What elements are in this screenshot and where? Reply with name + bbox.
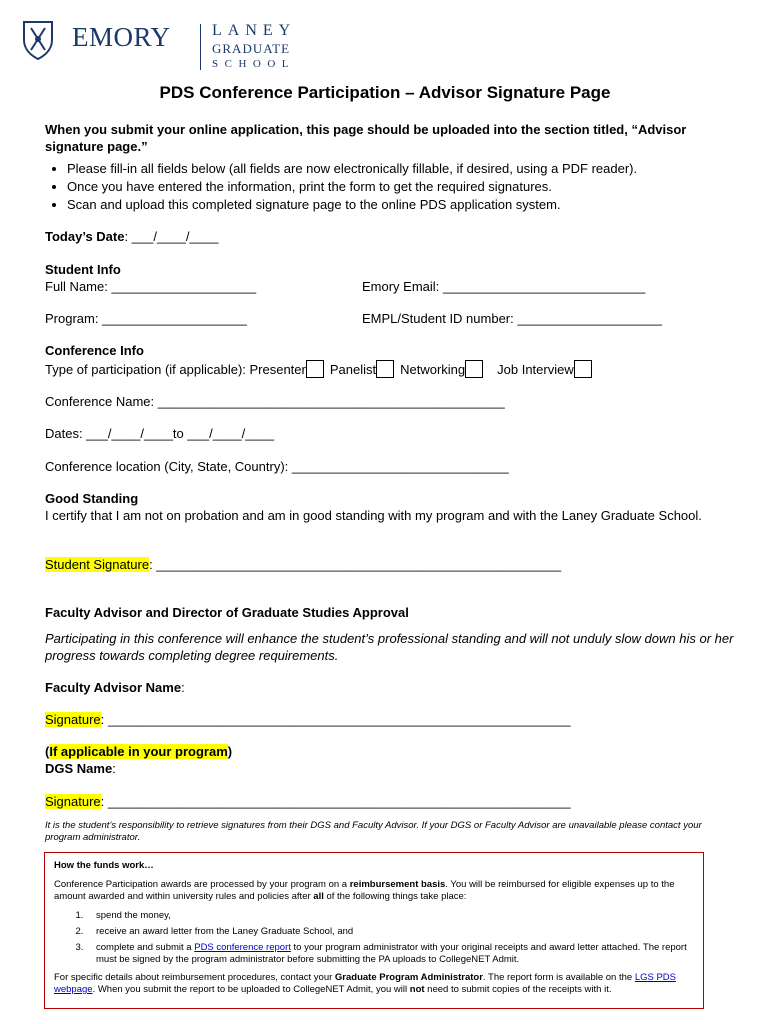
faculty-advisor-name-label: Faculty Advisor Name bbox=[45, 680, 182, 695]
list-item: • Please fill-in all fields below (all fields are now electronically fillable, if desired, using a PDF reader). bbox=[67, 160, 747, 178]
dgs-name-colon: : bbox=[112, 761, 116, 776]
if-applicable-note bbox=[45, 744, 232, 759]
faculty-advisor-name-field[interactable] bbox=[45, 680, 185, 695]
approval-heading: Faculty Advisor and Director of Graduate Studies Approval bbox=[45, 605, 409, 620]
job-interview-label: Job Interview bbox=[497, 362, 574, 377]
emory-laney-logo bbox=[22, 20, 297, 72]
dgs-signature-label: Signature bbox=[45, 794, 101, 809]
conference-info-heading: Conference Info bbox=[45, 343, 144, 358]
logo-divider bbox=[200, 24, 201, 70]
student-signature-label: Student Signature bbox=[45, 557, 150, 572]
good-standing-text: I certify that I am not on probation and am in good standing with my program and with the Laney Graduate School. bbox=[45, 508, 702, 523]
logo-laney: LANEY bbox=[212, 22, 297, 39]
full-name-field[interactable]: Full Name: ____________________ bbox=[45, 279, 257, 294]
logo-graduate: GRADUATE bbox=[212, 41, 291, 56]
emory-email-field[interactable]: Emory Email: ____________________________ bbox=[362, 279, 646, 294]
dgs-name-label: DGS Name bbox=[45, 761, 113, 776]
if-applicable-label: If applicable in your program bbox=[49, 744, 228, 759]
todays-date-label: Today’s Date bbox=[45, 229, 125, 244]
empl-id-field[interactable]: EMPL/Student ID number: ____________________ bbox=[362, 311, 662, 326]
logo-emory: EMORY bbox=[72, 22, 171, 52]
intro-text: When you submit your online application, this page should be uploaded into the section titled, “Advisor signature page.” bbox=[45, 122, 687, 154]
student-info-heading: Student Info bbox=[45, 262, 121, 277]
panelist-label: Panelist bbox=[329, 362, 377, 377]
program-field[interactable]: Program: ____________________ bbox=[45, 311, 247, 326]
paren-close: ) bbox=[227, 744, 233, 759]
funds-info-box bbox=[44, 852, 704, 1009]
funds-paragraph-1: Conference Participation awards are processed by your program on a reimbursement basis. You will be reimbursed for eligible expenses up to the amount awarded and within university rules and policies after all of the following things take place: bbox=[54, 879, 675, 902]
funds-heading: How the funds work… bbox=[54, 860, 154, 871]
dgs-signature-field[interactable] bbox=[45, 794, 571, 809]
todays-date-blank: : ___/____/____ bbox=[124, 229, 219, 244]
todays-date-field[interactable] bbox=[45, 229, 218, 244]
instruction-list bbox=[45, 160, 747, 214]
networking-checkbox[interactable] bbox=[465, 360, 483, 378]
dgs-signature-blank: : ________________________________________________________________ bbox=[100, 794, 571, 809]
lgs-pds-webpage-link[interactable]: LGS PDS webpage bbox=[54, 972, 676, 995]
list-item: 2. receive an award letter from the Laney Graduate School, and bbox=[86, 926, 694, 938]
approval-statement: Participating in this conference will enhance the student’s professional standing and will not unduly slow down his or her progress towards completing degree requirements. bbox=[45, 631, 734, 663]
faculty-advisor-name-colon: : bbox=[181, 680, 185, 695]
student-signature-blank: : ________________________________________________________ bbox=[149, 557, 562, 572]
list-item: • Once you have entered the information, print the form to get the required signatures. bbox=[67, 178, 747, 196]
pds-conference-report-link[interactable]: PDS conference report bbox=[194, 942, 291, 953]
presenter-checkbox[interactable] bbox=[306, 360, 324, 378]
good-standing-heading: Good Standing bbox=[45, 491, 139, 506]
page-title: PDS Conference Participation – Advisor Signature Page bbox=[159, 83, 611, 102]
participation-type-label: Type of participation (if applicable): Presenter bbox=[45, 362, 306, 377]
conference-dates-field[interactable]: Dates: ___/____/____to ___/____/____ bbox=[45, 426, 275, 441]
dgs-name-field[interactable] bbox=[45, 761, 116, 776]
responsibility-note: It is the student’s responsibility to retrieve signatures from their DGS and Faculty Advisor. If your DGS or Faculty Advisor are unavailable please contact your program administrator. bbox=[45, 820, 702, 843]
paren-open: ( bbox=[45, 744, 50, 759]
networking-label: Networking bbox=[400, 362, 466, 377]
logo-school: SCHOOL bbox=[212, 58, 296, 70]
conference-location-field[interactable]: Conference location (City, State, Country): ______________________________ bbox=[45, 459, 509, 474]
job-interview-checkbox[interactable] bbox=[574, 360, 592, 378]
emory-shield-icon bbox=[22, 20, 54, 60]
advisor-signature-field[interactable] bbox=[45, 712, 571, 727]
participation-type-row bbox=[45, 360, 598, 378]
panelist-checkbox[interactable] bbox=[376, 360, 394, 378]
advisor-signature-label: Signature bbox=[45, 712, 101, 727]
funds-steps-list bbox=[54, 910, 694, 966]
list-item: • Scan and upload this completed signature page to the online PDS application system. bbox=[67, 196, 747, 214]
list-item: 3. complete and submit a PDS conference report to your program administrator with your original receipts and award letter attached. The report must be signed by the program administrator before submitting the PA uploads to CollegeNET Admit. bbox=[86, 942, 694, 966]
funds-paragraph-2: For specific details about reimbursement procedures, contact your Graduate Program Administrator. The report form is available on the LGS PDS webpage. When you submit the report to be uploaded to CollegeNET Admit, you will not need to submit copies of the receipts with it. bbox=[54, 972, 676, 995]
list-item: 1. spend the money, bbox=[86, 910, 694, 922]
student-signature-field[interactable] bbox=[45, 557, 561, 572]
advisor-signature-blank: : ________________________________________________________________ bbox=[100, 712, 571, 727]
conference-name-field[interactable]: Conference Name: ________________________________________________ bbox=[45, 394, 505, 409]
